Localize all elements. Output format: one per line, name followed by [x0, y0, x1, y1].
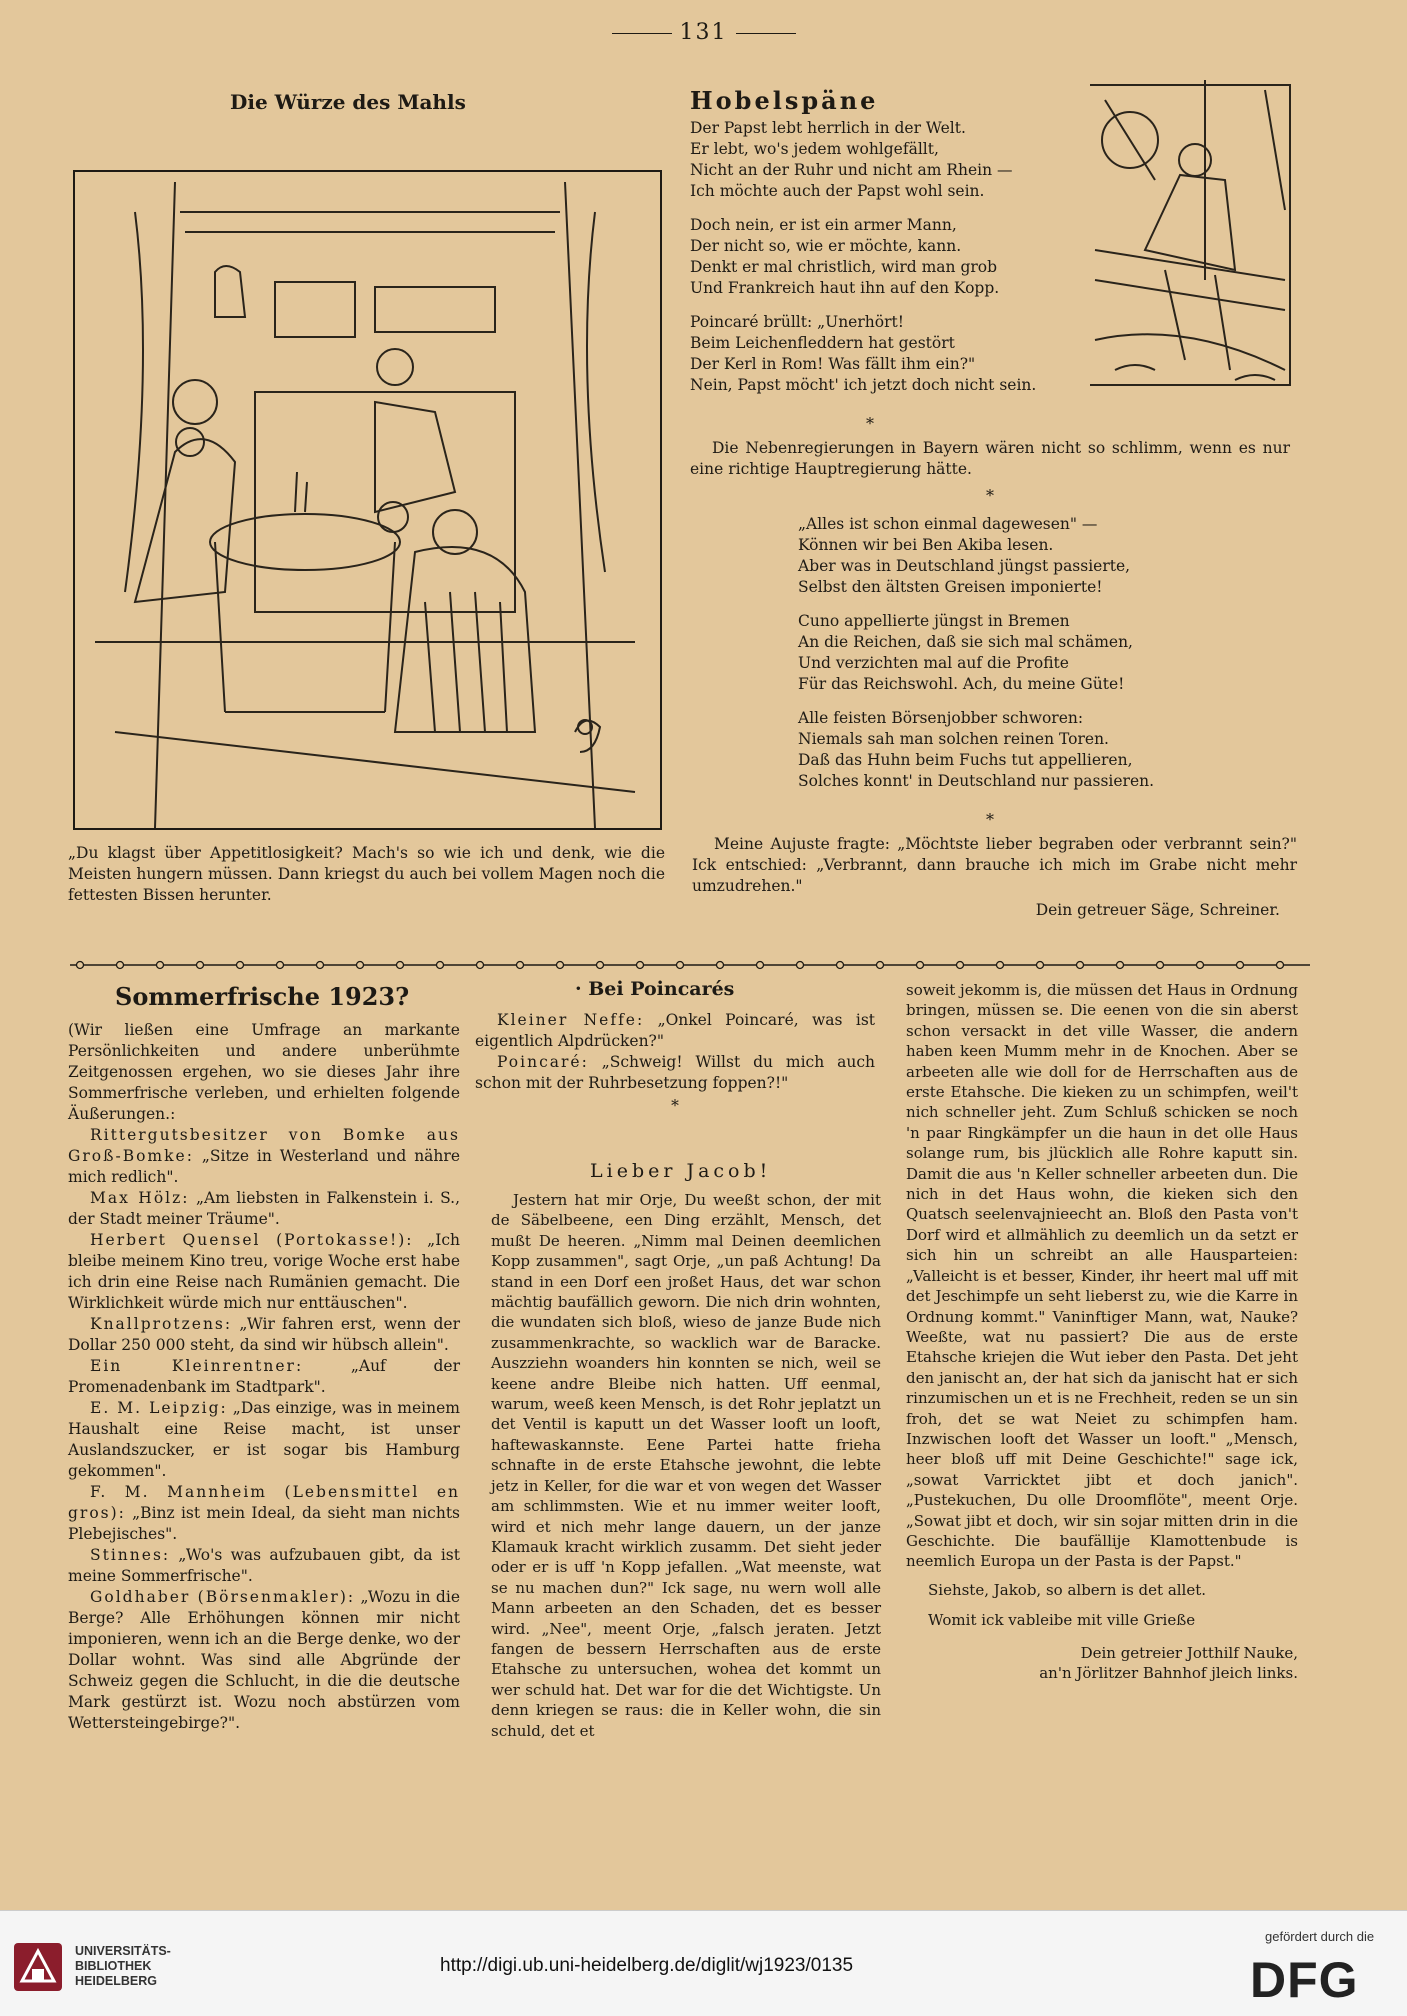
divider-ornament	[117, 962, 124, 969]
separator-star: *	[671, 1097, 679, 1115]
survey-response	[68, 1125, 460, 1188]
aujuste-anecdote: Meine Aujuste fragte: „Möchtste lieber begraben oder verbrannt sein?" Ick entschied: „Verbrannt, dann brauche ich mich im Grabe nicht mehr umzudrehen."	[692, 835, 1297, 895]
verse-line: Cuno appellierte jüngst in Bremen	[798, 612, 1070, 630]
verse-line: Der Papst lebt herrlich in der Welt.	[690, 119, 966, 137]
verse-line: Und Frankreich haut ihn auf den Kopp.	[690, 279, 1000, 297]
decorative-divider	[70, 958, 1310, 972]
speaker-name: Poincaré:	[497, 1053, 589, 1071]
verse-line: Denkt er mal christlich, wird man grob	[690, 258, 998, 276]
jacob-column-1: Jestern hat mir Orje, Du weeßt schon, der mit de Säbelbeene, een Ding erzählt, Mensch, det mußt De heeren. „Nimm mal Deinen deemlichen Kopp zusammen", sagt Orje, „un paß Achtung! Da stand in een Dorf een jroßet Haus, det war schon mächtig baufällich geworn. Die nich drin wohnten, die wundaten sich bloß, wieso de janze Bude nich zusammenkrachte, so wacklich war de Baracke. Auszziehn woanders hin konnten se nich, weil se keene andre Bleibe nich hatten. Uff eenmal, warum, weeß keen Mensch, is det Rohr jeplatzt un det Ventil is kaputt un det Wasser looft un looft, haftewaskannste. Eene Partei hatte frieha schnafte in de erste Etahsche jewohnt, die lebte jetz in Keller, for die war et von wegen det Wasser am schlimmsten. Wie et nu immer weiter looft, wird et nich mehr lange dauern, un der janze Klamauk kracht wirklich zusamm. Det sieht jeder oder er is uff 'n Kopp jefallen. „Wat meenste, wat se nu machen dun?" Ick sage, nu wern woll alle Mann arbeeten an den Schaden, det es besser wird. „Nee", meent Orje, „falsch jeraten. Jetzt fangen de bessern Herrschaften aus de erste Etahsche zu untersuchen, wohea det kommt un wer schuld hat. Det war for die det Wichtigste. Un denn kriegen se raus: die in Keller wohn, die sin schuld, det et	[491, 1191, 881, 1740]
stanza-3	[690, 312, 1080, 396]
verse-line: Solches konnt' in Deutschland nur passieren.	[798, 772, 1155, 790]
university-library-logo-icon	[12, 1941, 64, 1993]
response-text: „Wo's was aufzubauen gibt, da ist meine Sommerfrische".	[68, 1546, 460, 1585]
divider-ornament	[397, 962, 404, 969]
divider-ornament	[997, 962, 1004, 969]
dfg-logo: DFG	[1250, 1952, 1359, 2008]
hobelspaene-note: Die Nebenregierungen in Bayern wären nicht so schlimm, wenn es nur eine richtige Hauptregierung hätte.	[690, 439, 1290, 478]
verse-line: Er lebt, wo's jedem wohlgefällt,	[690, 140, 939, 158]
dialogue-line	[475, 1010, 875, 1052]
divider-ornament	[317, 962, 324, 969]
divider-ornament	[877, 962, 884, 969]
permalink-url[interactable]: http://digi.ub.uni-heidelberg.de/diglit/wj1923/0135	[440, 1955, 854, 1976]
survey-response	[68, 1398, 460, 1482]
divider-ornament	[637, 962, 644, 969]
verse-line: Der nicht so, wie er möchte, kann.	[690, 237, 962, 255]
response-text: „Auf der Promenadenbank im Stadtpark".	[68, 1357, 460, 1396]
response-text: „Ich bleibe meinem Kino treu, vorige Woche erst habe ich drin eine Reise nach Rumänien gemacht. Die Wirklichkeit würde mich nur enttäuschen".	[68, 1231, 460, 1312]
verse-line: Nicht an der Ruhr und nicht am Rhein —	[690, 161, 1013, 179]
survey-responses	[68, 1125, 460, 1734]
divider-ornament	[1237, 962, 1244, 969]
survey-response	[68, 1545, 460, 1587]
divider-ornament	[957, 962, 964, 969]
response-text: „Wozu in die Berge? Alle Erhöhungen können mir nicht imponieren, wenn ich an die Berge denke, wo der Dollar wohnt. Was sind alle Abgründe der Schweiz gegen die Schlucht, in die die deutsche Mark gestürzt ist. Wozu noch abstürzen vom Wettersteingebirge?".	[68, 1588, 460, 1732]
survey-response	[68, 1482, 460, 1545]
page-number: 131	[0, 20, 1407, 45]
survey-response	[68, 1587, 460, 1734]
speech-text: „Onkel Poincaré, was ist eigentlich Alpdrücken?"	[475, 1011, 875, 1050]
jacob-title: Lieber Jacob!	[590, 1160, 772, 1182]
jacob-closing-1: Siehste, Jakob, so albern is det allet.	[928, 1580, 1207, 1599]
poincare-dialogue	[475, 1010, 875, 1121]
respondent-name: E. M. Leipzig:	[90, 1399, 228, 1417]
verse-line: Daß das Huhn beim Fuchs tut appellieren,	[798, 751, 1133, 769]
stanza-5	[798, 611, 1258, 695]
verse-line: Und verzichten mal auf die Profite	[798, 654, 1069, 672]
library-name-line: UNIVERSITÄTS-	[75, 1944, 171, 1958]
verse-line: Für das Reichswohl. Ach, du meine Güte!	[798, 675, 1125, 693]
cartoon-caption: „Du klagst über Appetitlosigkeit? Mach's so wie ich und denk, wie die Meisten hungern müssen. Dann kriegst du auch bei vollem Magen noch die fettesten Bissen herunter.	[68, 844, 665, 904]
divider-ornament	[237, 962, 244, 969]
jacob-column-2	[906, 980, 1298, 1683]
respondent-name: Goldhaber (Börsenmakler):	[90, 1588, 356, 1606]
divider-ornament	[597, 962, 604, 969]
respondent-name: F. M. Mannheim (Lebensmittel en gros):	[68, 1483, 460, 1522]
divider-ornament	[1197, 962, 1204, 969]
divider-ornament	[277, 962, 284, 969]
viewer-footer	[0, 1910, 1407, 2016]
library-name	[75, 1944, 171, 1989]
stanza-4	[798, 514, 1258, 598]
respondent-name: Herbert Quensel (Portokasse!):	[90, 1231, 414, 1249]
divider-ornament	[1117, 962, 1124, 969]
sommerfrische-title: Sommerfrische 1923?	[115, 982, 410, 1011]
divider-ornament	[1277, 962, 1284, 969]
separator-star: *	[866, 414, 874, 433]
verse-line: „Alles ist schon einmal dagewesen" —	[798, 515, 1098, 533]
respondent-name: Ein Kleinrentner:	[90, 1357, 304, 1375]
library-name-line: HEIDELBERG	[75, 1974, 157, 1988]
carpenter-illustration	[1085, 80, 1297, 392]
response-text: „Wir fahren erst, wenn der Dollar 250 000 steht, da sind wir hübsch allein".	[68, 1315, 460, 1354]
speaker-name: Kleiner Neffe:	[497, 1011, 645, 1029]
respondent-name: Rittergutsbesitzer von Bomke aus Groß-Bomke:	[68, 1126, 460, 1165]
jacob-signature-2: an'n Jörlitzer Bahnhof jleich links.	[1039, 1664, 1298, 1682]
divider-ornament	[1077, 962, 1084, 969]
verse-line: Alle feisten Börsenjobber schworen:	[798, 709, 1084, 727]
verse-line: Können wir bei Ben Akiba lesen.	[798, 536, 1054, 554]
survey-response	[68, 1314, 460, 1356]
poincare-title: · Bei Poincarés	[575, 978, 735, 1000]
hobelspaene-signature: Dein getreuer Säge, Schreiner.	[1035, 901, 1280, 919]
verse-line: Niemals sah man solchen reinen Toren.	[798, 730, 1109, 748]
cartoon-title: Die Würze des Mahls	[230, 90, 466, 114]
jacob-signature-1: Dein getreier Jotthilf Nauke,	[1080, 1643, 1298, 1662]
divider-ornament	[517, 962, 524, 969]
divider-ornament	[1157, 962, 1164, 969]
stanza-2	[690, 215, 1080, 299]
survey-response	[68, 1356, 460, 1398]
respondent-name: Stinnes:	[90, 1546, 171, 1564]
hobelspaene-title: Hobelspäne	[690, 86, 879, 115]
sommerfrische-article	[68, 1020, 460, 1734]
verse-line: Nein, Papst möcht' ich jetzt doch nicht sein.	[690, 376, 1037, 394]
jacob-column-2-text: soweit jekomm is, die müssen det Haus in Ordnung bringen, müssen se. Die eenen von die sin aberst schon versackt in det ville Wasser, die andern haben keen Mumm mehr in de Knochen. Aber se arbeeten alle wie doll for de Herrschaften aus de erste Etahsche. Die kieken zu un schimpfen, weil't nich schneller jeht. Zum Schluß schicken se noch 'n paar Ringkämpfer un die haun in det olle Haus solange rum, bis jlücklich alle Rohre kaputt sin. Damit die aus 'n Keller schneller arbeeten dun. Die nich in det Haus wohn, die kieken sich den Quatsch seelenvajnieecht an. Bloß den Pasta von't Dorf wird et allmählich zu deemlich un da setzt er sich hin un schreibt an alle Hausparteien: „Valleicht is et besser, Kinder, ihr heert mal uff mit det Jeschimpfe un seht lieberst zu, wie die Karre in Ordnung kommt." Vaninftiger Mann, wat, Nauke? Weeßte, wat nu passiert? Die aus de erste Etahsche kriejen die Wut ieber den Pasta. Det jeht den janischt an, der hat sich da janischt hat er sich rinzumischen un et is ne Frechheit, reden se un sin froh, det se wat Neiet zu schimpfen ham. Inzwischen looft det Wasser un looft." „Mensch, heer bloß uff mit Deine Geschichte!" sage ick, „sowat Varricktet jibt et doch janich". „Pustekuchen, Du olle Droomflöte", meent Orje. „Sowat jibt et doch, wir sin sojar mitten drin in die Geschichte. Die baufällije Klamottenbude is neemlich Europa un der Pasta is der Papst."	[906, 981, 1298, 1571]
divider-ornament	[477, 962, 484, 969]
divider-ornament	[797, 962, 804, 969]
jacob-closing-2: Womit ick vableibe mit ville Grieße	[928, 1611, 1196, 1630]
separator-star: *	[986, 810, 994, 829]
divider-ornament	[197, 962, 204, 969]
carpenter-drawing	[1085, 80, 1297, 392]
verse-line: Beim Leichenfleddern hat gestört	[690, 334, 955, 352]
divider-ornament	[437, 962, 444, 969]
response-text: „Sitze in Westerland und nähre mich redlich".	[68, 1147, 460, 1186]
verse-line: Der Kerl in Rom! Was fällt ihm ein?"	[690, 355, 976, 373]
verse-line: Selbst den ältsten Greisen imponierte!	[798, 578, 1103, 596]
divider-ornament	[77, 962, 84, 969]
verse-line: Doch nein, er ist ein armer Mann,	[690, 216, 957, 234]
respondent-name: Max Hölz:	[90, 1189, 190, 1207]
speech-text: „Schweig! Willst du mich auch schon mit der Ruhrbesetzung foppen?!"	[475, 1053, 875, 1092]
response-text: „Das einzige, was in meinem Haushalt eine Reise macht, ist unser Auslandszucker, er ist sogar bis Hamburg gekommen".	[68, 1399, 460, 1480]
divider-ornament	[757, 962, 764, 969]
response-text: „Am liebsten in Falkenstein i. S., der Stadt meiner Träume".	[68, 1189, 460, 1228]
dialogue-line	[475, 1052, 875, 1094]
verse-line: An die Reichen, daß sie sich mal schämen,	[798, 633, 1133, 651]
verse-line: Ich möchte auch der Papst wohl sein.	[690, 182, 985, 200]
response-text: „Binz ist mein Ideal, da sieht man nichts Plebejisches".	[68, 1504, 460, 1543]
separator-star: *	[986, 486, 994, 505]
funding-note: gefördert durch die	[1265, 1929, 1375, 1944]
cartoon-illustration	[73, 170, 662, 830]
survey-response	[68, 1230, 460, 1314]
divider-ornament	[677, 962, 684, 969]
divider-ornament	[557, 962, 564, 969]
dining-scene-drawing	[75, 172, 660, 828]
verse-line: Aber was in Deutschland jüngst passierte,	[798, 557, 1131, 575]
divider-ornament	[837, 962, 844, 969]
respondent-name: Knallprotzens:	[90, 1315, 233, 1333]
survey-response	[68, 1188, 460, 1230]
divider-ornament	[917, 962, 924, 969]
stanza-6	[798, 708, 1258, 792]
hobelspaene-verse-top	[690, 118, 1080, 409]
divider-ornament	[717, 962, 724, 969]
sommerfrische-intro: (Wir ließen eine Umfrage an markante Persönlichkeiten und andere unberühmte Zeitgenossen ergehen, wo sie dieses Jahr ihre Sommerfrische verleben, und erhielten folgende Äußerungen.:	[68, 1021, 460, 1123]
divider-ornament	[1037, 962, 1044, 969]
divider-ornament	[157, 962, 164, 969]
verse-line: Poincaré brüllt: „Unerhört!	[690, 313, 904, 331]
stanza-1	[690, 118, 1080, 202]
library-name-line: BIBLIOTHEK	[75, 1959, 152, 1973]
divider-ornament	[357, 962, 364, 969]
hobelspaene-verse-bottom	[798, 514, 1258, 805]
